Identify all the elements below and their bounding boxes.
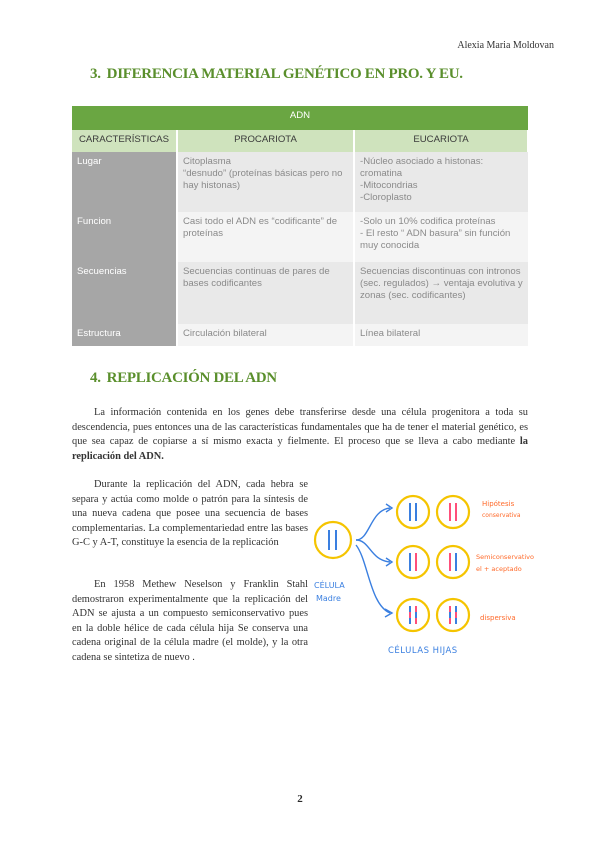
mother-cell-label-2: Madre: [316, 594, 341, 603]
table-row: [72, 262, 528, 324]
table-row: [72, 324, 528, 346]
arrow-to-daughter-2: [356, 540, 390, 562]
meselson-stahl-paragraph: [72, 578, 308, 666]
dispersive-daughters: [397, 599, 516, 631]
row-label: Funcion: [72, 212, 177, 262]
intro-bold-text: la replicación del ADN.: [72, 436, 528, 462]
arrows: [356, 504, 392, 617]
procariota-cell: Casi todo el ADN es “codificante” de proteínas: [177, 212, 354, 262]
arrow-to-daughter-1: [356, 508, 390, 540]
column-header-eucariota: EUCARIOTA: [354, 130, 528, 152]
section-3-number: 3.: [90, 66, 101, 82]
section-4-number: 4.: [90, 370, 101, 386]
procariota-cell: Secuencias continuas de pares de bases codificantes: [177, 262, 354, 324]
table-row: [72, 212, 528, 262]
procariota-cell: Citoplasma “desnudo” (proteínas básicas pero no hay histonas): [177, 152, 354, 212]
replication-text: Durante la replicación del ADN, cada hebra se separa y actúa como molde o patrón para la síntesis de una nueva cadena que posee una secuencia de bases complementarias. La complementariedad entre las bases G-C y A-T, constituye la esencia de la replicación: [72, 479, 308, 549]
row-label: Estructura: [72, 324, 177, 346]
section-3-heading: [90, 66, 463, 83]
arrow-to-daughter-3: [356, 545, 390, 613]
meselson-stahl-text: En 1958 Methew Neselson y Franklin Stahl demostraron experimentalmente que la replicación del ADN se ajusta a un compuesto semiconservativo pues en la doble hélice de cada célula hija Se conserva una cadena original de la célula madre (el molde), y la otra cadena se sintetiza de nuevo .: [72, 579, 308, 663]
column-header-caracteristicas: CARACTERÍSTICAS: [72, 130, 177, 152]
conservative-label-1: Hipótesis: [482, 500, 515, 508]
adn-comparison-table: [72, 106, 529, 346]
procariota-cell: Circulación bilateral: [177, 324, 354, 346]
semiconservative-daughters: [397, 546, 534, 578]
section-3-title: DIFERENCIA MATERIAL GENÉTICO EN PRO. Y EU.: [106, 66, 463, 82]
section-4-title: REPLICACIÓN DEL ADN: [106, 370, 277, 386]
eucariota-cell: Secuencias discontinuas con intronos (sec. regulados) → ventaja evolutiva y zonas (sec. codificantes): [354, 262, 528, 324]
author-name: Alexia Maria Moldovan: [457, 40, 554, 51]
replication-hypotheses-diagram: [300, 470, 540, 670]
table-row: [72, 152, 528, 212]
eucariota-cell: -Solo un 10% codifica proteínas - El resto “ ADN basura” sin función muy conocida: [354, 212, 528, 262]
table-title: ADN: [72, 106, 528, 130]
semiconservative-label-1: Semiconservativo: [476, 553, 534, 561]
intro-paragraph: [72, 406, 528, 464]
semiconservative-label-2: el + aceptado: [476, 565, 522, 573]
page-number: 2: [297, 793, 303, 805]
conservative-label-2: conservativa: [482, 512, 521, 519]
mother-cell-label-1: CÉLULA: [314, 581, 345, 590]
eucariota-cell: Línea bilateral: [354, 324, 528, 346]
conservative-daughters: [397, 496, 521, 528]
dispersive-label: dispersiva: [480, 614, 516, 622]
mother-cell: [314, 522, 351, 603]
section-4-heading: [90, 370, 277, 387]
intro-text: La información contenida en los genes debe transferirse desde una célula progenitora a toda su descendencia, pues entonces una de las características fundamentales que ha de tener el material genético, es que sea capaz de copiarse a sí mismo exacta y fielmente. El proceso que se lleva a cabo mediante: [72, 407, 528, 448]
column-header-procariota: PROCARIOTA: [177, 130, 354, 152]
eucariota-cell: -Núcleo asociado a histonas: cromatina -Mitocondrias -Cloroplasto: [354, 152, 528, 212]
row-label: Secuencias: [72, 262, 177, 324]
daughter-cells-label: CÉLULAS HIJAS: [388, 646, 458, 656]
row-label: Lugar: [72, 152, 177, 212]
mother-cell-outline: [315, 522, 351, 558]
replication-paragraph: [72, 478, 308, 551]
